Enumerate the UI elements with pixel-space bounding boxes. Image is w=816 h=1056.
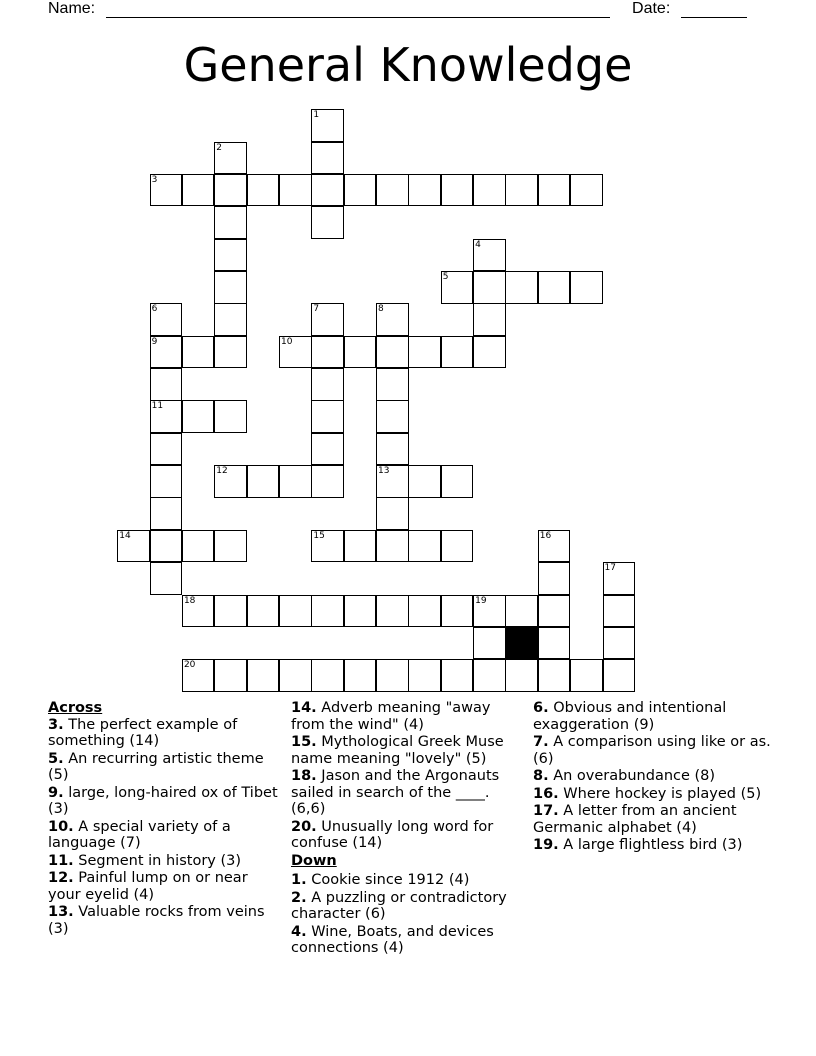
clue-num: 13. (48, 904, 74, 920)
grid-cell[interactable] (441, 530, 474, 563)
grid-cell[interactable] (344, 659, 377, 692)
across-heading: Across (48, 700, 103, 716)
grid-cell[interactable] (214, 174, 247, 207)
down-clue (291, 924, 521, 957)
grid-cell[interactable] (311, 206, 344, 239)
grid-cell[interactable] (311, 336, 344, 369)
down-clue (533, 803, 773, 836)
clue-num: 17. (533, 803, 559, 819)
grid-cell[interactable] (505, 174, 538, 207)
date-label: Date: (632, 0, 671, 17)
across-clue (48, 717, 280, 750)
grid-cell[interactable] (279, 336, 312, 369)
black-cell (505, 627, 538, 660)
grid-cell[interactable] (150, 336, 183, 369)
across-clue (48, 870, 280, 903)
clue-number: 16 (539, 530, 552, 541)
grid-cell[interactable] (247, 595, 280, 628)
clue-text: large, long-haired ox of Tibet (3) (48, 784, 278, 817)
grid-cell[interactable] (214, 303, 247, 336)
grid-cell[interactable] (538, 271, 571, 304)
clue-text: A comparison using like or as. (6) (533, 734, 771, 767)
grid-cell[interactable] (150, 303, 183, 336)
down-clue (533, 700, 773, 733)
clue-number: 13 (378, 466, 390, 477)
grid-cell[interactable] (408, 465, 441, 498)
clue-number: 9 (151, 336, 158, 347)
clue-number: 5 (442, 272, 449, 282)
grid-cell[interactable] (311, 433, 344, 466)
grid-cell[interactable] (182, 174, 215, 207)
grid-cell[interactable] (538, 174, 571, 207)
clue-text: Wine, Boats, and devices connections (4) (291, 923, 494, 956)
across-clue (48, 819, 280, 852)
clue-text: Mythological Greek Muse name meaning "lovely" (5) (291, 734, 504, 767)
down-clue (533, 837, 773, 854)
grid-cell[interactable] (441, 336, 474, 369)
down-clue (291, 872, 521, 889)
clue-text: Adverb meaning "away from the wind" (4) (291, 700, 491, 733)
across-clue (291, 768, 521, 818)
across-clue (48, 785, 280, 818)
grid-cell[interactable] (376, 530, 409, 563)
grid-cell[interactable] (311, 109, 344, 142)
clue-number: 19 (475, 595, 487, 606)
clue-num: 3. (48, 716, 64, 733)
grid-cell[interactable] (376, 303, 409, 336)
clue-number: 15 (313, 530, 325, 541)
grid-cell[interactable] (311, 400, 344, 433)
grid-cell[interactable] (408, 336, 441, 369)
grid-cell[interactable] (538, 562, 571, 595)
clue-column-3 (533, 700, 773, 855)
grid-cell[interactable] (279, 174, 312, 207)
grid-cell[interactable] (473, 303, 506, 336)
grid-cell[interactable] (376, 659, 409, 692)
grid-cell[interactable] (376, 433, 409, 466)
clue-num: 2. (291, 889, 307, 906)
grid-cell[interactable] (311, 530, 344, 563)
grid-cell[interactable] (538, 627, 571, 660)
clue-text: Jason and the Argonauts sailed in search of the ____. (6,6) (291, 768, 500, 817)
down-clue (533, 768, 773, 785)
clue-num: 14. (291, 700, 317, 716)
down-clue (291, 890, 521, 923)
name-label: Name: (48, 0, 96, 17)
clue-number: 10 (281, 336, 293, 347)
grid-cell[interactable] (247, 465, 280, 498)
clue-text: A large flightless bird (3) (563, 837, 743, 853)
grid-cell[interactable] (214, 336, 247, 369)
across-clue (291, 819, 521, 852)
grid-cell[interactable] (441, 659, 474, 692)
clue-number: 12 (216, 466, 228, 477)
clue-num: 10. (48, 818, 74, 835)
clue-number: 4 (475, 239, 481, 250)
grid-cell[interactable] (150, 433, 183, 466)
grid-cell[interactable] (473, 336, 506, 369)
grid-cell[interactable] (214, 659, 247, 692)
grid-cell[interactable] (279, 595, 312, 628)
down-heading: Down (291, 852, 337, 869)
grid-cell[interactable] (182, 530, 215, 563)
grid-cell[interactable] (344, 595, 377, 628)
grid-cell[interactable] (441, 595, 474, 628)
grid-cell[interactable] (279, 659, 312, 692)
grid-cell[interactable] (344, 174, 377, 207)
grid-cell[interactable] (311, 595, 344, 628)
grid-cell[interactable] (570, 659, 603, 692)
clue-text: Obvious and intentional exaggeration (9) (533, 700, 727, 733)
clue-number: 6 (151, 304, 158, 315)
clue-column-2 (291, 700, 521, 958)
grid-cell[interactable] (247, 174, 280, 207)
grid-cell[interactable] (441, 465, 474, 498)
grid-cell[interactable] (214, 595, 247, 628)
grid-cell[interactable] (311, 303, 344, 336)
grid-cell[interactable] (570, 174, 603, 207)
grid-cell[interactable] (150, 530, 183, 563)
clue-text: A puzzling or contradictory character (6) (291, 889, 507, 922)
grid-cell[interactable] (538, 530, 571, 563)
grid-cell[interactable] (603, 659, 636, 692)
grid-cell[interactable] (214, 239, 247, 272)
grid-cell[interactable] (247, 659, 280, 692)
grid-cell[interactable] (117, 530, 150, 563)
across-clue (48, 904, 280, 937)
clue-text: Valuable rocks from veins (3) (48, 904, 265, 937)
clue-text: An recurring artistic theme (5) (48, 750, 264, 783)
clue-text: An overabundance (8) (553, 768, 716, 784)
clue-text: A special variety of a language (7) (48, 818, 231, 851)
grid-cell[interactable] (150, 497, 183, 530)
page-title: General Knowledge (183, 38, 633, 92)
across-clue (48, 751, 280, 784)
grid-cell[interactable] (473, 271, 506, 304)
grid-cell[interactable] (408, 530, 441, 563)
grid-cell[interactable] (441, 174, 474, 207)
clue-number: 2 (216, 142, 223, 153)
clue-text: Painful lump on or near your eyelid (4) (48, 870, 248, 903)
clue-num: 20. (291, 818, 317, 835)
clue-number: 7 (313, 304, 320, 315)
grid-cell[interactable] (408, 174, 441, 207)
clue-num: 12. (48, 870, 74, 886)
grid-cell[interactable] (182, 400, 215, 433)
grid-cell[interactable] (279, 465, 312, 498)
grid-cell[interactable] (538, 595, 571, 628)
clue-text: A letter from an ancient Germanic alphabet (4) (533, 803, 737, 836)
grid-cell[interactable] (182, 659, 215, 692)
clue-num: 15. (291, 734, 317, 750)
grid-cell[interactable] (505, 271, 538, 304)
grid-cell[interactable] (376, 174, 409, 207)
grid-cell[interactable] (214, 271, 247, 304)
across-clue (291, 700, 521, 733)
clue-num: 16. (533, 785, 559, 802)
grid-cell[interactable] (311, 174, 344, 207)
clue-text: The perfect example of something (14) (48, 716, 238, 749)
grid-cell[interactable] (376, 400, 409, 433)
grid-cell[interactable] (214, 465, 247, 498)
clue-number: 11 (151, 401, 164, 412)
grid-cell[interactable] (311, 465, 344, 498)
clue-num: 18. (291, 768, 317, 784)
grid-cell[interactable] (473, 595, 506, 628)
grid-cell[interactable] (214, 206, 247, 239)
across-clue (48, 853, 280, 870)
clue-number: 18 (183, 595, 196, 606)
down-clue (533, 786, 773, 803)
clue-text: Cookie since 1912 (4) (311, 872, 470, 888)
clue-column-1 (48, 700, 280, 938)
clue-num: 19. (533, 837, 559, 853)
clue-number: 8 (378, 304, 384, 315)
grid-cell[interactable] (376, 336, 409, 369)
clue-num: 7. (533, 734, 549, 750)
grid-cell[interactable] (376, 595, 409, 628)
grid-cell[interactable] (150, 562, 183, 595)
grid-cell[interactable] (344, 336, 377, 369)
grid-cell[interactable] (505, 595, 538, 628)
grid-cell[interactable] (150, 400, 183, 433)
across-clue (291, 734, 521, 767)
clue-num: 8. (533, 768, 549, 784)
clue-text: Unusually long word for confuse (14) (291, 818, 494, 851)
clue-num: 6. (533, 700, 549, 716)
grid-cell[interactable] (408, 595, 441, 628)
clue-num: 5. (48, 750, 64, 767)
grid-cell[interactable] (603, 562, 636, 595)
grid-cell[interactable] (344, 530, 377, 563)
grid-cell[interactable] (150, 465, 183, 498)
clue-number: 14 (119, 530, 131, 541)
clue-number: 20 (183, 660, 196, 671)
grid-cell[interactable] (150, 368, 183, 401)
grid-cell[interactable] (473, 659, 506, 692)
grid-cell[interactable] (182, 595, 215, 628)
clue-text: Where hockey is played (5) (563, 785, 762, 802)
clue-num: 11. (48, 852, 74, 869)
clue-number: 3 (151, 174, 158, 185)
grid-cell[interactable] (376, 465, 409, 498)
grid-cell[interactable] (473, 239, 506, 272)
grid-cell[interactable] (441, 271, 474, 304)
clue-number: 1 (313, 110, 320, 121)
grid-cell[interactable] (214, 530, 247, 563)
grid-cell[interactable] (473, 174, 506, 207)
clue-number: 17 (604, 563, 616, 574)
grid-cell[interactable] (376, 497, 409, 530)
grid-cell[interactable] (214, 142, 247, 175)
grid-cell[interactable] (311, 368, 344, 401)
grid-cell[interactable] (376, 368, 409, 401)
grid-cell[interactable] (603, 595, 636, 628)
grid-cell[interactable] (570, 271, 603, 304)
down-clue (533, 734, 773, 767)
clue-num: 1. (291, 872, 307, 888)
clue-num: 9. (48, 784, 64, 801)
clue-num: 4. (291, 923, 307, 940)
grid-cell[interactable] (473, 627, 506, 660)
grid-cell[interactable] (182, 336, 215, 369)
grid-cell[interactable] (311, 142, 344, 175)
grid-cell[interactable] (214, 400, 247, 433)
grid-cell[interactable] (603, 627, 636, 660)
grid-cell[interactable] (311, 659, 344, 692)
grid-cell[interactable] (538, 659, 571, 692)
grid-cell[interactable] (408, 659, 441, 692)
grid-cell[interactable] (505, 659, 538, 692)
clue-text: Segment in history (3) (78, 852, 242, 869)
grid-cell[interactable] (150, 174, 183, 207)
